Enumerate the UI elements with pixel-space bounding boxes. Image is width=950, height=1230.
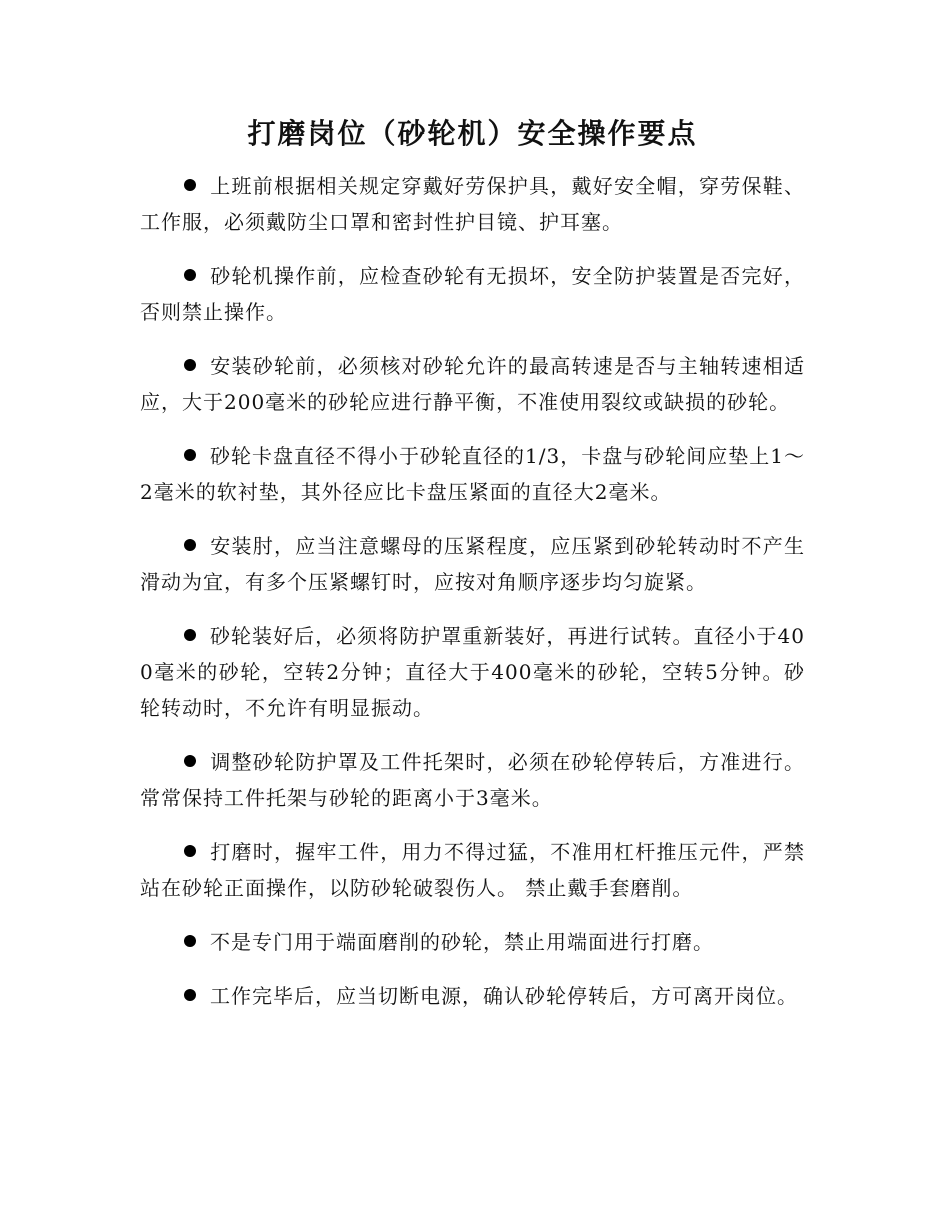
bullet-icon <box>184 179 196 191</box>
bullet-icon <box>184 935 196 947</box>
safety-item-2 <box>140 258 805 330</box>
document-title: 打磨岗位（砂轮机）安全操作要点 <box>247 117 698 150</box>
bullet-icon <box>184 755 196 767</box>
bullet-icon <box>184 989 196 1001</box>
item-text: 安装肘，应当注意螺母的压紧程度，应压紧到砂轮转动时不产生滑动为宜，有多个压紧螺钉时，应按对角顺序逐步均匀旋紧。 <box>140 534 805 594</box>
bullet-icon <box>184 269 196 281</box>
bullet-icon <box>184 629 196 641</box>
bullet-icon <box>184 449 196 461</box>
safety-item-5 <box>140 528 805 600</box>
item-text: 砂轮机操作前，应检查砂轮有无损坏，安全防护装置是否完好，否则禁止操作。 <box>140 264 805 324</box>
bullet-icon <box>184 845 196 857</box>
safety-item-9 <box>140 924 805 960</box>
item-text: 砂轮卡盘直径不得小于砂轮直径的1/3，卡盘与砂轮间应垫上1～2毫米的软衬垫，其外径应比卡盘压紧面的直径大2毫米。 <box>140 444 805 504</box>
bullet-icon <box>184 539 196 551</box>
item-text: 工作完毕后，应当切断电源，确认砂轮停转后，方可离开岗位。 <box>210 984 798 1008</box>
item-text: 不是专门用于端面磨削的砂轮，禁止用端面进行打磨。 <box>210 930 714 954</box>
item-text: 上班前根据相关规定穿戴好劳保护具，戴好安全帽，穿劳保鞋、工作服，必须戴防尘口罩和密封性护目镜、护耳塞。 <box>140 174 805 234</box>
safety-item-4 <box>140 438 805 510</box>
item-text: 砂轮装好后，必须将防护罩重新装好，再进行试转。直径小于400毫米的砂轮，空转2分钟；直径大于400毫米的砂轮，空转5分钟。砂轮转动时，不允许有明显振动。 <box>140 624 805 720</box>
safety-item-10 <box>140 978 805 1014</box>
safety-item-6 <box>140 618 805 726</box>
item-text: 打磨时，握牢工件，用力不得过猛，不准用杠杆推压元件，严禁站在砂轮正面操作，以防砂轮破裂伤人。 禁止戴手套磨削。 <box>140 840 805 900</box>
safety-item-8 <box>140 834 805 906</box>
safety-item-7 <box>140 744 805 816</box>
safety-item-1 <box>140 168 805 240</box>
item-text: 安装砂轮前，必须核对砂轮允许的最高转速是否与主轴转速相适应，大于200毫米的砂轮应进行静平衡，不准使用裂纹或缺损的砂轮。 <box>140 354 805 414</box>
bullet-icon <box>184 359 196 371</box>
safety-item-3 <box>140 348 805 420</box>
item-text: 调整砂轮防护罩及工件托架时，必须在砂轮停转后，方准进行。常常保持工件托架与砂轮的距离小于3毫米。 <box>140 750 805 810</box>
